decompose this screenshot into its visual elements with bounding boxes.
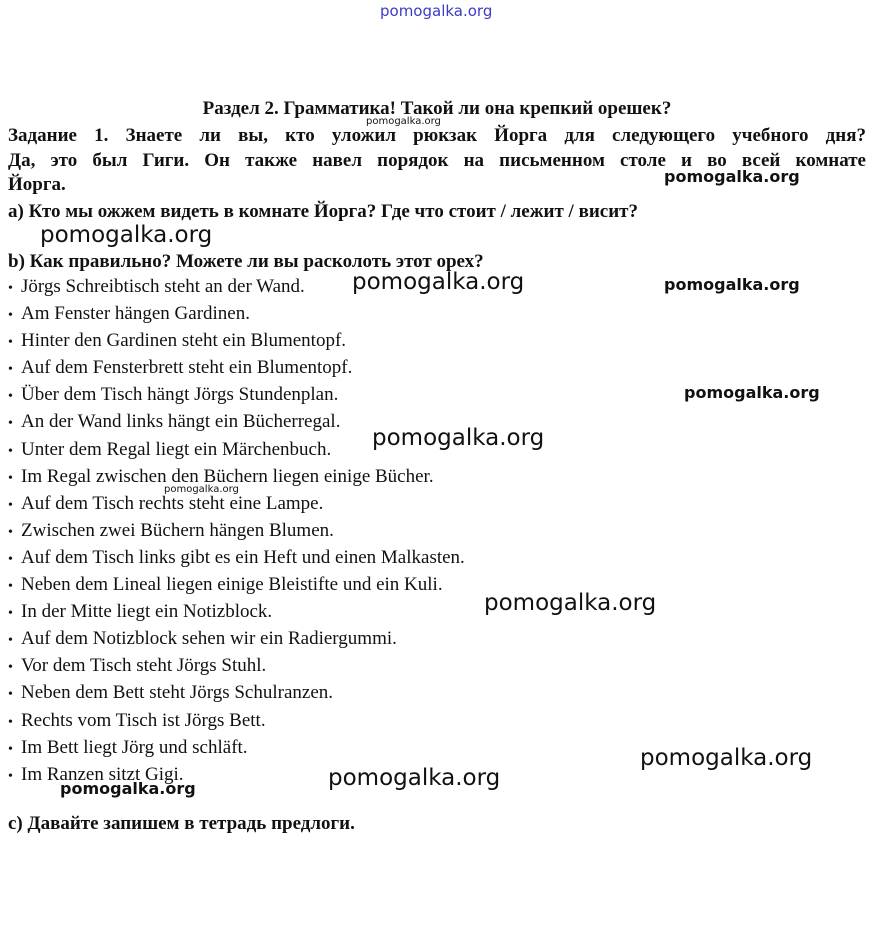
bullet-icon: • <box>8 497 13 513</box>
list-item <box>8 354 465 381</box>
bullet-icon: • <box>8 335 13 351</box>
bullet-icon: • <box>8 551 13 567</box>
watermark: pomogalka.org <box>484 590 657 616</box>
bullet-icon: • <box>8 281 13 296</box>
bullet-icon: • <box>8 470 13 486</box>
list-item <box>8 273 465 300</box>
sentence-list <box>8 273 465 788</box>
list-item <box>8 300 465 327</box>
list-item <box>8 571 465 598</box>
sentence-text: Vor dem Tisch steht Jörgs Stuhl. <box>21 655 267 677</box>
bullet-icon: • <box>8 633 13 649</box>
list-item <box>8 761 465 788</box>
watermark: pomogalka.org <box>664 275 800 294</box>
watermark: pomogalka.org <box>328 765 501 791</box>
list-item <box>8 734 465 761</box>
list-item <box>8 490 465 517</box>
bullet-icon: • <box>8 768 13 784</box>
question-a: а) Кто мы ожжем видеть в комнате Йорга? Где что стоит / лежит / висит? <box>8 201 638 222</box>
list-item <box>8 436 465 463</box>
watermark: pomogalka.org <box>684 383 820 402</box>
watermark: pomogalka.org <box>352 269 525 295</box>
bullet-icon: • <box>8 524 13 540</box>
question-b: b) Как правильно? Можете ли вы расколоть этот орех? <box>8 251 484 272</box>
sentence-text: Im Bett liegt Jörg und schläft. <box>21 736 248 758</box>
task-text-line: Задание 1. Знаете ли вы, кто уложил рюкзак Йорга для следующего учебного дня? <box>8 125 866 146</box>
bullet-icon: • <box>8 660 13 676</box>
sentence-text: Unter dem Regal liegt ein Märchenbuch. <box>21 438 332 460</box>
watermark: pomogalka.org <box>372 425 545 451</box>
sentence-text: Jörgs Schreibtisch steht an der Wand. <box>21 276 305 297</box>
list-item <box>8 544 465 571</box>
watermark: pomogalka.org <box>366 116 441 127</box>
watermark: pomogalka.org <box>164 484 239 495</box>
bullet-icon: • <box>8 741 13 757</box>
watermark: pomogalka.org <box>60 779 196 798</box>
watermark: pomogalka.org <box>640 745 813 771</box>
section-title: Раздел 2. Грамматика! Такой ли она крепкий орешек? <box>202 98 672 119</box>
bullet-icon: • <box>8 579 13 595</box>
bullet-icon: • <box>8 443 13 459</box>
watermark-top[interactable]: pomogalka.org <box>380 2 493 20</box>
list-item <box>8 707 465 734</box>
sentence-text: Auf dem Notizblock sehen wir ein Radiergummi. <box>21 628 397 650</box>
sentence-text: Auf dem Tisch links gibt es ein Heft und einen Malkasten. <box>21 546 465 568</box>
list-item <box>8 652 465 679</box>
sentence-text: Auf dem Fensterbrett steht ein Blumentopf. <box>21 357 353 379</box>
sentence-text: Im Regal zwischen den Büchern liegen einige Bücher. <box>21 465 434 487</box>
list-item <box>8 327 465 354</box>
list-item <box>8 517 465 544</box>
list-item <box>8 598 465 625</box>
sentence-text: Zwischen zwei Büchern hängen Blumen. <box>21 519 334 541</box>
list-item <box>8 679 465 706</box>
question-c: c) Давайте запишем в тетрадь предлоги. <box>8 813 355 834</box>
sentence-text: Im Ranzen sitzt Gigi. <box>21 763 184 785</box>
sentence-text: Neben dem Bett steht Jörgs Schulranzen. <box>21 682 334 704</box>
sentence-text: Am Fenster hängen Gardinen. <box>21 303 250 325</box>
sentence-text: Hinter den Gardinen steht ein Blumentopf. <box>21 330 347 352</box>
bullet-icon: • <box>8 362 13 378</box>
task-text-line: Йорга. <box>8 174 66 195</box>
sentence-text: Auf dem Tisch rechts steht eine Lampe. <box>21 492 324 514</box>
list-item <box>8 408 465 435</box>
task-text-line: Да, это был Гиги. Он также навел порядок на письменном столе и во всей комнате <box>8 150 866 171</box>
sentence-text: Über dem Tisch hängt Jörgs Stundenplan. <box>21 384 339 406</box>
bullet-icon: • <box>8 308 13 324</box>
sentence-text: In der Mitte liegt ein Notizblock. <box>21 601 273 623</box>
watermark: pomogalka.org <box>664 167 800 186</box>
sentence-text: Rechts vom Tisch ist Jörgs Bett. <box>21 709 266 731</box>
bullet-icon: • <box>8 416 13 432</box>
sentence-text: Neben dem Lineal liegen einige Bleistifte und ein Kuli. <box>21 574 443 596</box>
sentence-text: An der Wand links hängt ein Bücherregal. <box>21 411 341 433</box>
bullet-icon: • <box>8 389 13 405</box>
list-item <box>8 381 465 408</box>
bullet-icon: • <box>8 606 13 622</box>
bullet-icon: • <box>8 714 13 730</box>
list-item <box>8 625 465 652</box>
bullet-icon: • <box>8 687 13 703</box>
watermark: pomogalka.org <box>40 222 213 248</box>
list-item <box>8 463 465 490</box>
